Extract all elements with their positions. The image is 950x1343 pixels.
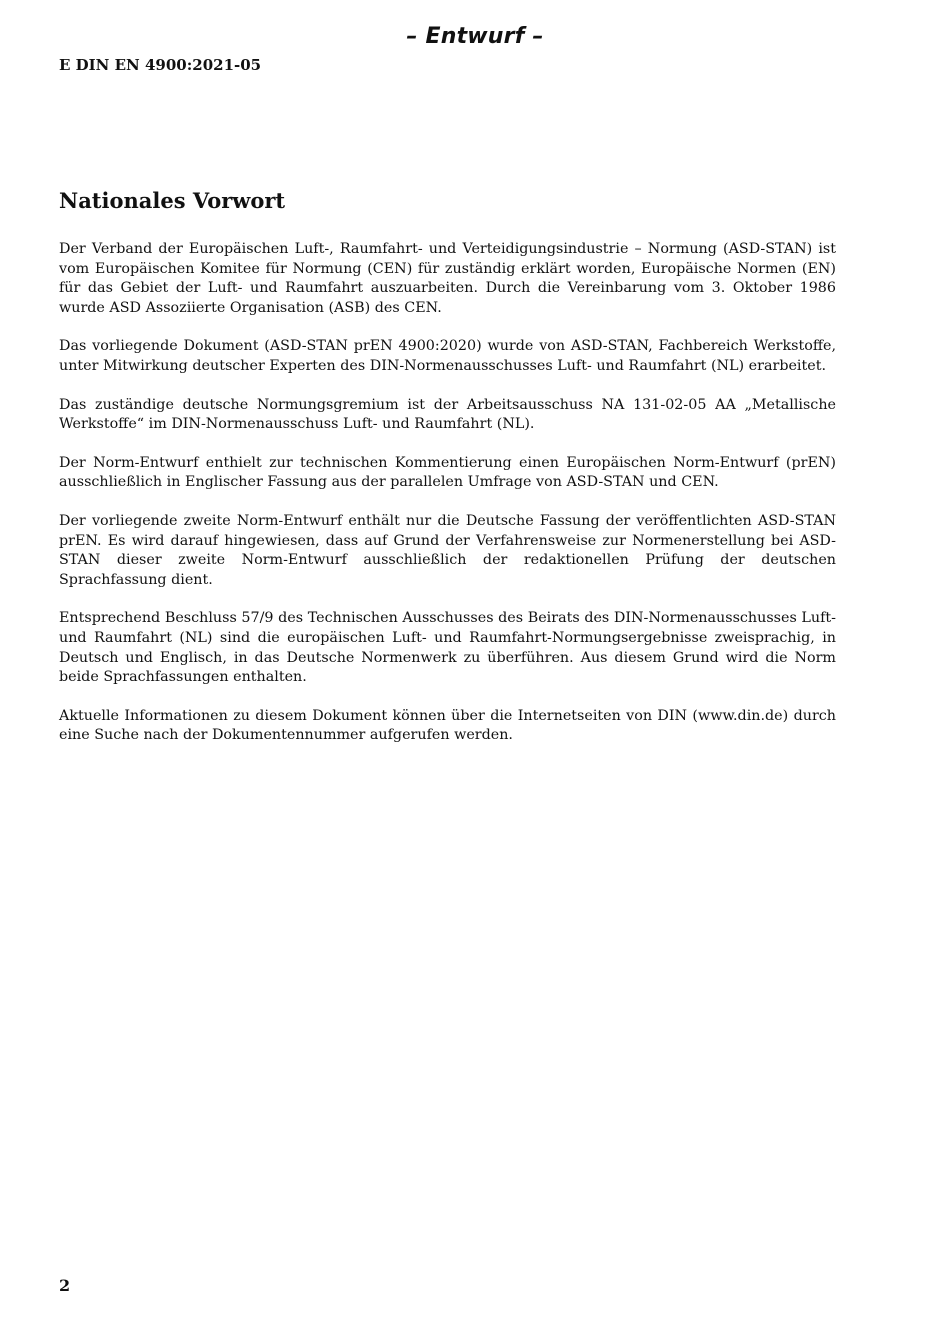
paragraph-current-information: Aktuelle Informationen zu diesem Dokument können über die Internetseiten von DIN (www.din.de) durch eine Suche nach der Dokumentennummer aufgerufen werden. xyxy=(59,707,836,744)
paragraph-asd-stan-mandate: Der Verband der Europäischen Luft-, Raumfahrt- und Verteidigungsindustrie – Normung (ASD-STAN) ist vom Europäischen Komitee für Normung (CEN) für zuständig erklärt worden, Europäische Normen (EN) für das Gebiet der Luft- und Raumfahrt auszuarbeiten. Durch die Vereinbarung vom 3. Oktober 1986 wurde ASD Assoziierte Organisation (ASB) des CEN. xyxy=(59,241,836,316)
body-text xyxy=(59,240,836,765)
draft-watermark-heading: – Entwurf – xyxy=(406,24,544,49)
page-number: 2 xyxy=(59,1276,71,1295)
section-title: Nationales Vorwort xyxy=(59,188,286,213)
paragraph-responsible-committee: Das zuständige deutsche Normungsgremium ist der Arbeitsausschuss NA 131-02-05 AA „Metallische Werkstoffe“ im DIN-Normenausschuss Luft- und Raumfahrt (NL). xyxy=(59,396,836,433)
document-id: E DIN EN 4900:2021-05 xyxy=(59,56,262,74)
paragraph-second-draft: Der vorliegende zweite Norm-Entwurf enthält nur die Deutsche Fassung der veröffentlichten ASD-STAN prEN. Es wird darauf hingewiesen, dass auf Grund der Verfahrensweise zur Normenerstellung bei ASD-STAN dieser zweite Norm-Entwurf ausschließlich der redaktionellen Prüfung der deutschen Sprachfassung dient. xyxy=(59,512,836,588)
paragraph-document-origin: Das vorliegende Dokument (ASD-STAN prEN 4900:2020) wurde von ASD-STAN, Fachbereich Werkstoffe, unter Mitwirkung deutscher Experten des DIN-Normenausschusses Luft- und Raumfahrt (NL) erarbeitet. xyxy=(59,338,836,374)
paragraph-bilingual-decision: Entsprechend Beschluss 57/9 des Technischen Ausschusses des Beirats des DIN-Normenausschusses Luft- und Raumfahrt (NL) sind die europäischen Luft- und Raumfahrt-Normungsergebnisse zweisprachig, in Deutsch und Englisch, in das Deutsche Normenwerk zu überführen. Aus diesem Grund wird die Norm beide Sprachfassungen enthalten. xyxy=(59,610,836,686)
paragraph-previous-draft: Der Norm-Entwurf enthielt zur technischen Kommentierung einen Europäischen Norm-Entwurf (prEN) ausschließlich in Englischer Fassung aus der parallelen Umfrage von ASD-STAN und CEN. xyxy=(59,454,836,491)
